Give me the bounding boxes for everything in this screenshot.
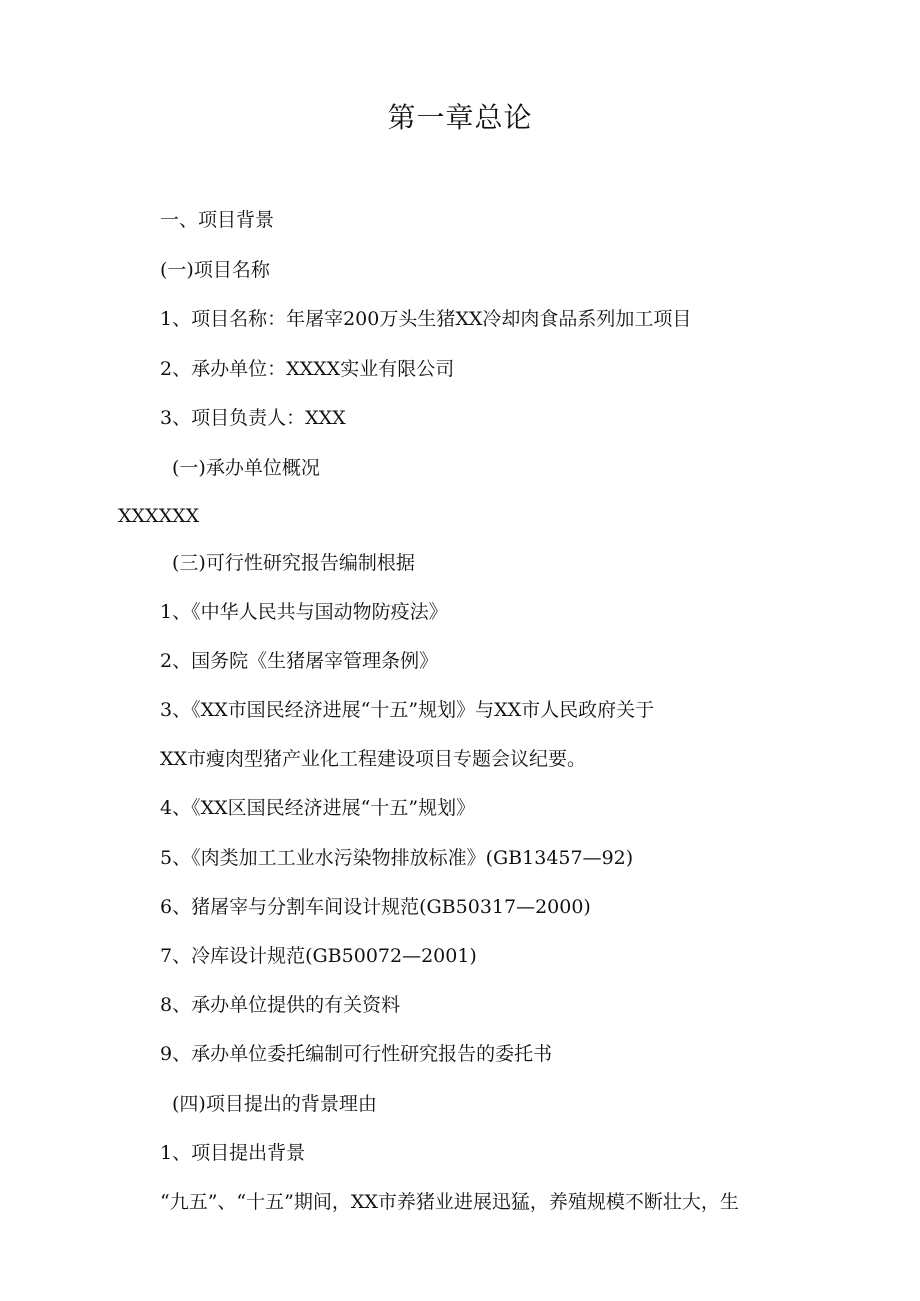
- list-item-project-name: 1、项目名称：年屠宰200万头生猪XX冷却肉食品系列加工项目: [160, 308, 692, 330]
- list-item-project-leader: 3、项目负责人：XXX: [160, 407, 346, 429]
- subheading-report-basis: (三)可行性研究报告编制根据: [172, 552, 415, 574]
- heading-project-background: 一、项目背景: [160, 209, 275, 231]
- list-item-background: 1、项目提出背景: [160, 1142, 306, 1164]
- chapter-title: 第一章总论: [387, 101, 533, 134]
- list-item-basis-7: 7、冷库设计规范(GB50072—2001): [160, 945, 477, 967]
- list-item-basis-8: 8、承办单位提供的有关资料: [160, 994, 401, 1016]
- subheading-project-name: (一)项目名称: [160, 259, 270, 281]
- list-item-basis-1: 1、《中华人民共与国动物防疫法》: [160, 601, 448, 623]
- list-item-basis-6: 6、猪屠宰与分割车间设计规范(GB50317—2000): [160, 896, 591, 918]
- subheading-organizer-overview: (一)承办单位概况: [172, 457, 320, 479]
- list-item-organizer: 2、承办单位：XXXX实业有限公司: [160, 358, 455, 380]
- list-item-basis-3-continued: XX市瘦肉型猪产业化工程建设项目专题会议纪要。: [160, 748, 587, 770]
- placeholder-text: XXXXXX: [118, 505, 200, 527]
- list-item-basis-9: 9、承办单位委托编制可行性研究报告的委托书: [160, 1043, 553, 1065]
- body-paragraph: “九五”、“十五”期间，XX市养猪业进展迅猛，养殖规模不断壮大，生: [160, 1191, 739, 1213]
- list-item-basis-3: 3、《XX市国民经济进展“十五”规划》与XX市人民政府关于: [160, 699, 655, 721]
- list-item-basis-2: 2、国务院《生猪屠宰管理条例》: [160, 650, 439, 672]
- list-item-basis-5: 5、《肉类加工工业水污染物排放标准》(GB13457—92): [160, 847, 634, 869]
- subheading-background-reasons: (四)项目提出的背景理由: [172, 1093, 377, 1115]
- list-item-basis-4: 4、《XX区国民经济进展“十五”规划》: [160, 797, 476, 819]
